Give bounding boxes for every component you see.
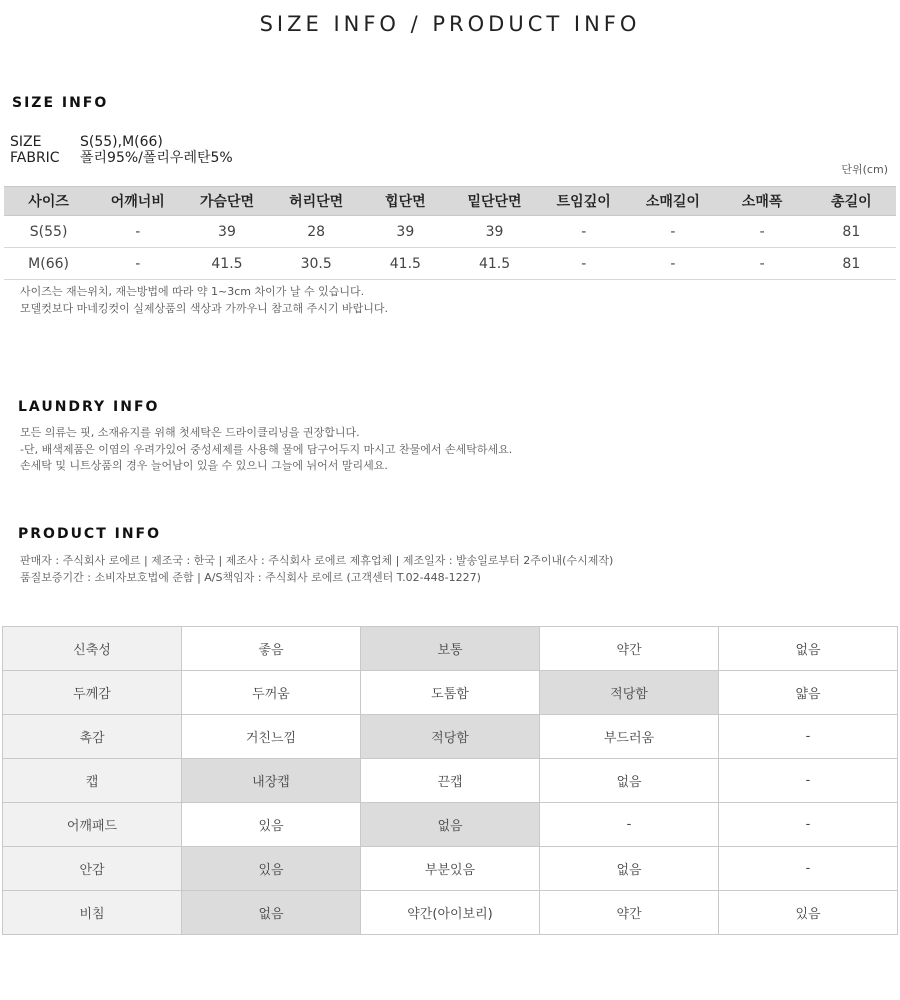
- product-line: 판매자 : 주식회사 로에르 | 제조국 : 한국 | 제조사 : 주식회사 로에르 제휴업체 | 제조일자 : 발송일로부터 2주이내(수시제작): [20, 554, 614, 567]
- attribute-option: 없음: [540, 847, 719, 891]
- table-row: [4, 248, 896, 280]
- attribute-label: 신축성: [3, 627, 182, 671]
- product-info-heading: PRODUCT INFO: [18, 526, 162, 542]
- unit-note: 단위(cm): [841, 163, 888, 176]
- fabric-value: 폴리95%/폴리우레탄5%: [80, 150, 233, 166]
- size-table-header: 가슴단면: [182, 187, 271, 216]
- size-table-header-row: [4, 187, 896, 216]
- laundry-notes: [20, 425, 512, 475]
- size-table-header: 트임깊이: [539, 187, 628, 216]
- product-notes: [20, 553, 613, 586]
- attribute-option: -: [719, 715, 898, 759]
- attribute-label: 어깨패드: [3, 803, 182, 847]
- attribute-option: -: [540, 803, 719, 847]
- attribute-option: 약간: [540, 627, 719, 671]
- attribute-option: 있음: [719, 891, 898, 935]
- attribute-option: 두꺼움: [182, 671, 361, 715]
- product-line: 품질보증기간 : 소비자보호법에 준함 | A/S책임자 : 주식회사 로에르 (고객센터 T.02-448-1227): [20, 570, 481, 584]
- table-cell: -: [718, 216, 807, 248]
- attribute-option: 부분있음: [361, 847, 540, 891]
- attribute-option: 도톰함: [361, 671, 540, 715]
- attribute-label: 비침: [3, 891, 182, 935]
- table-cell: -: [539, 216, 628, 248]
- table-cell: 39: [182, 216, 271, 248]
- size-table-header: 총길이: [807, 187, 896, 216]
- attribute-label: 촉감: [3, 715, 182, 759]
- attribute-option-selected: 보통: [361, 627, 540, 671]
- size-table-header: 힙단면: [361, 187, 450, 216]
- attribute-option: -: [719, 847, 898, 891]
- attribute-option-selected: 적당함: [540, 671, 719, 715]
- size-value: S(55),M(66): [80, 134, 163, 150]
- size-info-heading: SIZE INFO: [12, 95, 109, 111]
- attribute-row: [3, 891, 898, 935]
- table-cell: M(66): [4, 248, 93, 280]
- table-cell: 28: [272, 216, 361, 248]
- table-cell: -: [93, 248, 182, 280]
- size-label: SIZE: [10, 134, 42, 150]
- fabric-attribute-table: [2, 626, 898, 935]
- table-cell: 30.5: [272, 248, 361, 280]
- attribute-option: 있음: [182, 803, 361, 847]
- size-table-header: 밑단단면: [450, 187, 539, 216]
- attribute-option: 없음: [540, 759, 719, 803]
- size-table-header: 소매폭: [718, 187, 807, 216]
- attribute-row: [3, 847, 898, 891]
- size-notes: [20, 284, 388, 317]
- page-title: SIZE INFO / PRODUCT INFO: [259, 12, 641, 36]
- size-table: [4, 186, 896, 280]
- attribute-row: [3, 803, 898, 847]
- attribute-option: 거친느낌: [182, 715, 361, 759]
- attribute-option: 얇음: [719, 671, 898, 715]
- size-table-header: 소매길이: [628, 187, 717, 216]
- attribute-option: 좋음: [182, 627, 361, 671]
- attribute-option: 약간(아이보리): [361, 891, 540, 935]
- attribute-option: 부드러움: [540, 715, 719, 759]
- attribute-row: [3, 759, 898, 803]
- laundry-line: -단, 배색제품은 이염의 우려가있어 중성세제를 사용해 물에 담구어두지 마시고 찬물에서 손세탁하세요.: [20, 442, 513, 456]
- attribute-row: [3, 627, 898, 671]
- table-cell: 81: [807, 216, 896, 248]
- attribute-option: 약간: [540, 891, 719, 935]
- attribute-option-selected: 없음: [182, 891, 361, 935]
- size-table-header: 사이즈: [4, 187, 93, 216]
- size-table-header: 허리단면: [272, 187, 361, 216]
- table-cell: 41.5: [450, 248, 539, 280]
- attribute-option: 없음: [719, 627, 898, 671]
- attribute-option: -: [719, 759, 898, 803]
- size-spec-row: [10, 134, 163, 150]
- laundry-line: 모든 의류는 핏, 소재유지를 위해 첫세탁은 드라이클리닝을 권장합니다.: [20, 426, 360, 439]
- attribute-option-selected: 내장캡: [182, 759, 361, 803]
- attribute-row: [3, 671, 898, 715]
- attribute-option-selected: 있음: [182, 847, 361, 891]
- table-cell: -: [628, 248, 717, 280]
- attribute-label: 안감: [3, 847, 182, 891]
- table-cell: -: [718, 248, 807, 280]
- attribute-option-selected: 적당함: [361, 715, 540, 759]
- table-cell: -: [539, 248, 628, 280]
- table-cell: -: [628, 216, 717, 248]
- laundry-info-heading: LAUNDRY INFO: [18, 399, 160, 415]
- table-row: [4, 216, 896, 248]
- table-cell: -: [93, 216, 182, 248]
- attribute-option-selected: 없음: [361, 803, 540, 847]
- attribute-option: 끈캡: [361, 759, 540, 803]
- attribute-option: -: [719, 803, 898, 847]
- table-cell: S(55): [4, 216, 93, 248]
- table-cell: 39: [361, 216, 450, 248]
- table-cell: 41.5: [361, 248, 450, 280]
- size-note-line: 모델컷보다 마네킹컷이 실제상품의 색상과 가까우니 참고해 주시기 바랍니다.: [20, 301, 389, 315]
- attribute-label: 두께감: [3, 671, 182, 715]
- size-table-header: 어깨너비: [93, 187, 182, 216]
- attribute-label: 캡: [3, 759, 182, 803]
- fabric-label: FABRIC: [10, 150, 60, 166]
- fabric-spec-row: [10, 150, 233, 166]
- table-cell: 41.5: [182, 248, 271, 280]
- attribute-row: [3, 715, 898, 759]
- laundry-line: 손세탁 및 니트상품의 경우 늘어남이 있을 수 있으니 그늘에 뉘어서 말리세요.: [20, 459, 388, 472]
- table-cell: 39: [450, 216, 539, 248]
- table-cell: 81: [807, 248, 896, 280]
- size-note-line: 사이즈는 재는위치, 재는방법에 따라 약 1~3cm 차이가 날 수 있습니다.: [20, 285, 365, 298]
